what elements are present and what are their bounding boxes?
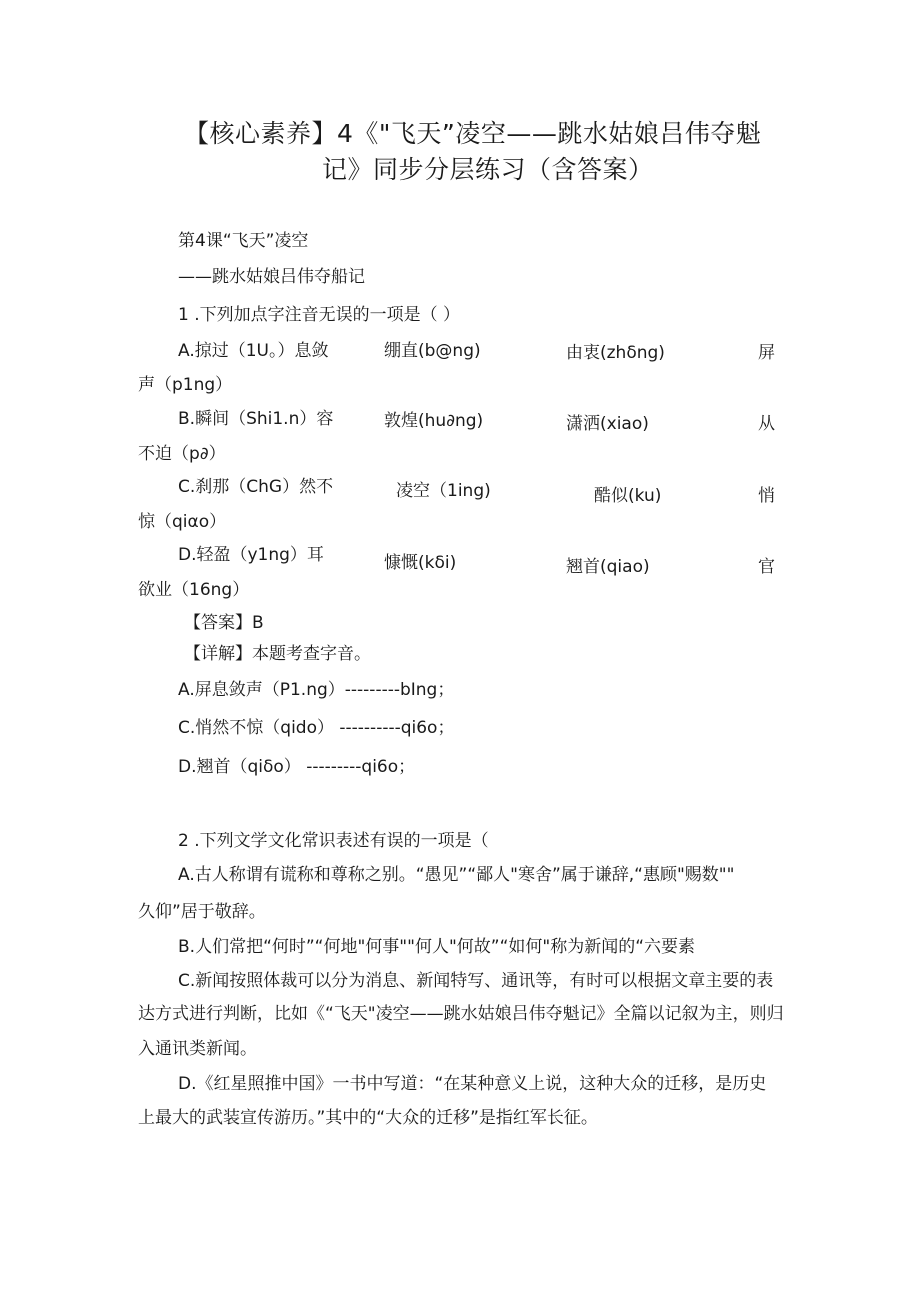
q2-option-c-line3: 入通讯类新闻。 (138, 1039, 257, 1059)
q2-option-b-line1: B.人们常把“何时”“何地"何事""何人"何故”“如何"称为新闻的“六要素 (178, 937, 696, 957)
q2-option-a-line2: 久仰”居于敬辞。 (138, 902, 266, 922)
q2-stem: 2 .下列文学文化常识表述有误的一项是（ (178, 831, 489, 851)
q1-option-b-col2: 敦煌(hu∂ng) (384, 411, 484, 431)
q1-option-d-col3: 翘首(qiao) (566, 557, 650, 577)
q1-option-d-col4: 官 (758, 557, 775, 577)
q1-option-a-col4: 屏 (758, 343, 775, 363)
q1-explain-c: C.悄然不惊（qido） ----------qi6o； (178, 718, 455, 738)
q1-option-c-col1: C.刹那（ChG）然不 (178, 477, 334, 497)
q1-option-a-cont: 声（p1ng） (138, 375, 233, 395)
q1-option-b-col4: 从 (758, 414, 775, 434)
q1-option-d-col2: 慷慨(kδi) (384, 553, 457, 573)
doc-title-line2: 记》同步分层练习（含答案） (322, 155, 654, 184)
q1-option-b-cont: 不迫（p∂） (138, 444, 226, 464)
q1-option-c-cont: 惊（qiαo） (138, 512, 227, 532)
q1-option-b-col1: B.瞬间（Shi1.n）容 (178, 409, 334, 429)
q2-option-d-line2: 上最大的武装宣传游历。”其中的“大众的迁移”是指红军长征。 (138, 1108, 598, 1128)
q1-option-c-col4: 悄 (758, 486, 775, 506)
q1-stem: 1 .下列加点字注音无误的一项是（ ） (178, 305, 461, 325)
q1-answer: 【答案】B (184, 613, 264, 633)
q1-option-a-col3: 由衷(zhδng) (566, 343, 665, 363)
q1-option-a-col2: 绷直(b@ng) (384, 341, 481, 361)
q2-option-d-line1: D.《红星照推中国》一书中写道：“在某种意义上说，这种大众的迁移，是历史 (178, 1074, 767, 1094)
doc-title-line1: 【核心素养】4《"飞天”凌空——跳水姑娘吕伟夺魁 (184, 119, 762, 148)
q1-option-b-col3: 潇洒(xiao) (566, 414, 649, 434)
lesson-subheading: ——跳水姑娘吕伟夺船记 (178, 267, 365, 287)
lesson-heading: 第4课“飞天”凌空 (178, 231, 309, 251)
q2-option-c-line2: 达方式进行判断，比如《“飞天"凌空——跳水姑娘吕伟夺魁记》全篇以记叙为主，则归 (138, 1004, 784, 1024)
q1-detail: 【详解】本题考查字音。 (184, 644, 371, 664)
q1-option-a-col1: A.掠过（1U。）息敛 (178, 341, 329, 361)
q2-option-c-line1: C.新闻按照体裁可以分为消息、新闻特写、通讯等，有时可以根据文章主要的表 (178, 971, 774, 991)
q1-option-d-cont: 欲业（16ng） (138, 580, 250, 600)
q1-option-d-col1: D.轻盈（y1ng）耳 (178, 545, 324, 565)
q2-option-a-line1: A.古人称谓有谎称和尊称之别。“愚见”“鄙人"寒舍”属于谦辞,“惠顾"赐数"" (178, 865, 735, 885)
q1-explain-a: A.屏息敛声（P1.ng）---------bIng； (178, 680, 455, 700)
q1-option-c-col3: 酷似(ku) (594, 486, 662, 506)
q1-explain-d: D.翘首（qiδo） ---------qi6o； (178, 757, 416, 777)
q1-option-c-col2: 凌空（1ing) (396, 481, 491, 501)
